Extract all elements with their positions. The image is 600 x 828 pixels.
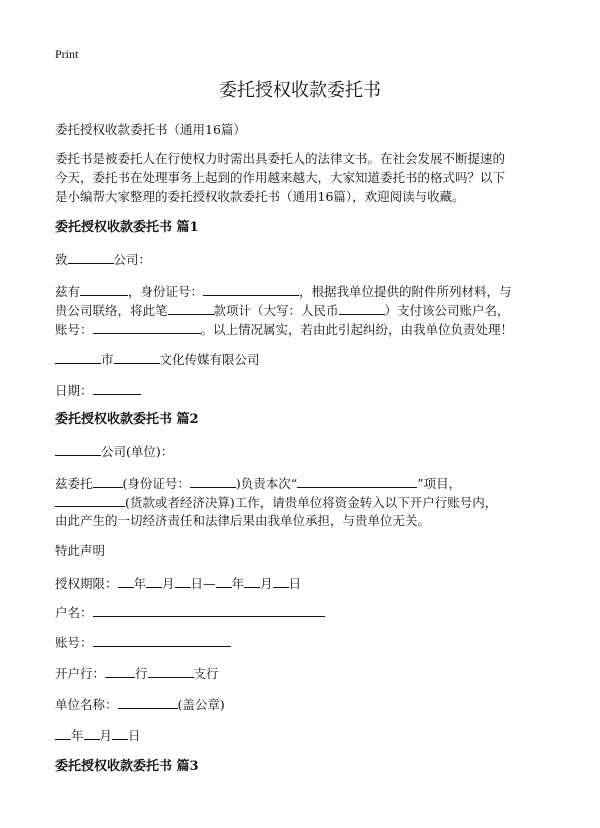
authorization-period: 授权期限： 年 月 日— 年 月 日 bbox=[55, 576, 302, 591]
document-title: 委托授权收款委托书 bbox=[219, 80, 381, 101]
article-2-paragraph-line-1: 兹委托 (身份证号： )负责本次“ ”项目， bbox=[55, 476, 462, 491]
article-1-date: 日期： bbox=[55, 382, 141, 399]
intro-line-1: 委托书是被委托人在行使权力时需出具委托人的法律文书。在社会发展不断提速的 bbox=[55, 151, 506, 166]
intro-line-2: 今天，委托书在处理事务上起到的作用越来越大，大家知道委托书的格式吗？以下 bbox=[55, 170, 506, 185]
document-subtitle: 委托授权收款委托书（通用16篇） bbox=[55, 122, 246, 137]
article-1-paragraph-line-1: 兹有 ，身份证号： ，根据我单位提供的附件所列材料，与 bbox=[55, 284, 512, 299]
article-3-heading: 委托授权收款委托书 篇3 bbox=[55, 759, 199, 774]
print-link[interactable]: Print bbox=[55, 47, 79, 61]
bank-line: 开户行： 行 支行 bbox=[55, 666, 219, 681]
article-2-recipient: 公司(单位)： bbox=[55, 443, 173, 460]
article-2-heading: 委托授权收款委托书 篇2 bbox=[55, 412, 199, 427]
article-2-paragraph-line-2: (货款或者经济决算)工作，请贵单位将资金转入以下开户行账号内， bbox=[55, 494, 497, 511]
article-1-recipient: 致 公司： bbox=[55, 252, 152, 267]
unit-name-line: 单位名称： (盖公章) bbox=[55, 697, 225, 712]
account-name-line: 户名： bbox=[55, 604, 325, 621]
intro-line-3: 是小编帮大家整理的委托授权收款委托书（通用16篇），欢迎阅读与收藏。 bbox=[55, 189, 465, 204]
article-2-declaration: 特此声明 bbox=[55, 543, 106, 558]
account-number-line: 账号： bbox=[55, 634, 231, 651]
article-1-signature: 市 文化传媒有限公司 bbox=[55, 351, 260, 368]
article-2-paragraph-line-3: 由此产生的一切经济责任和法律后果由我单位承担，与贵单位无关。 bbox=[55, 513, 431, 528]
article-1-paragraph-line-2: 贵公司联络，将此笔 款项计（大写：人民币 ）支付该公司账户名， bbox=[55, 303, 510, 318]
signature-date-line: 年 月 日 bbox=[55, 727, 141, 744]
article-1-heading: 委托授权收款委托书 篇1 bbox=[55, 220, 199, 235]
article-1-paragraph-line-3: 账号： 。以上情况属实，若由此引起纠纷，由我单位负责处理！ bbox=[55, 322, 514, 337]
